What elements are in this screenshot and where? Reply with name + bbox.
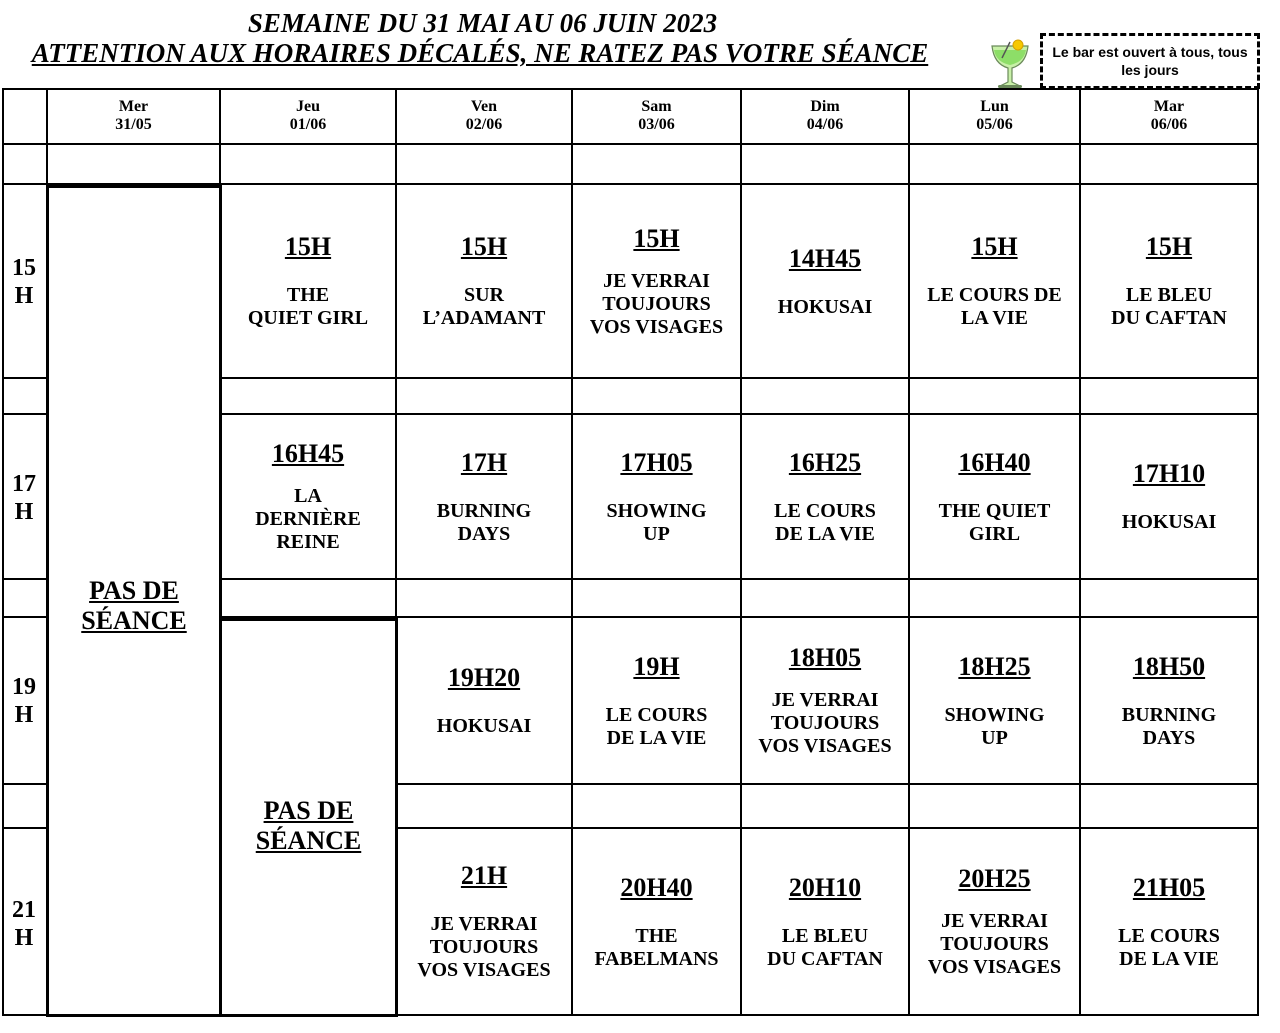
film-title: SUR L’ADAMANT [422, 284, 546, 329]
session-cell [910, 185, 1079, 377]
session-cell [573, 618, 740, 783]
session-cell [910, 415, 1079, 578]
film-title: JE VERRAI TOUJOURS VOS VISAGES [758, 689, 892, 757]
film-title: LE COURS DE LA VIE [927, 284, 1062, 329]
session-cell [397, 618, 571, 783]
session-cell [221, 185, 395, 377]
session-cell [1081, 185, 1257, 377]
film-title: JE VERRAI TOUJOURS VOS VISAGES [417, 913, 551, 981]
session-time: 15H [284, 232, 332, 261]
session-time: 21H05 [1132, 872, 1206, 902]
session-cell [742, 829, 908, 1014]
film-title: JE VERRAI TOUJOURS VOS VISAGES [927, 910, 1062, 978]
session-cell [397, 415, 571, 578]
film-title: SHOWING UP [944, 703, 1045, 749]
session-cell [1081, 618, 1257, 783]
grid-line [1257, 88, 1259, 1016]
day-header-jeu: Jeu 01/06 [289, 98, 327, 133]
film-title: JE VERRAI TOUJOURS VOS VISAGES [589, 269, 724, 338]
film-title: BURNING DAYS [1121, 703, 1217, 749]
session-time: 16H40 [958, 447, 1031, 477]
film-title: LE COURS DE LA VIE [605, 703, 708, 749]
session-cell [742, 618, 908, 783]
session-cell [1081, 415, 1257, 578]
session-time: 18H25 [958, 651, 1031, 681]
session-time: 20H25 [958, 864, 1031, 893]
session-time: 19H20 [447, 663, 521, 692]
session-time: 17H05 [620, 447, 693, 477]
session-time: 15H [1145, 232, 1193, 261]
day-header-sam: Sam 03/06 [638, 98, 675, 133]
grid-line [2, 88, 1259, 90]
session-time: 19H [633, 651, 680, 681]
film-title: THE QUIET GIRL [247, 284, 369, 329]
session-cell [221, 415, 395, 578]
film-title: SHOWING UP [606, 499, 707, 545]
session-time: 15H [971, 232, 1018, 261]
session-cell [742, 415, 908, 578]
session-time: 15H [460, 232, 508, 261]
session-cell [397, 185, 571, 377]
day-header-lun: Lun 05/06 [976, 98, 1013, 133]
session-time: 20H10 [788, 872, 862, 902]
session-time: 17H10 [1132, 459, 1206, 488]
no-screening-label: PAS DE SÉANCE [81, 576, 187, 635]
film-title: LE COURS DE LA VIE [774, 499, 876, 545]
day-header-ven: Ven 02/06 [465, 98, 503, 133]
bar-info-text: Le bar est ouvert à tous, tous les jours [1052, 44, 1248, 78]
session-time: 18H50 [1132, 651, 1206, 681]
session-cell [910, 829, 1079, 1014]
session-cell [1081, 829, 1257, 1014]
film-title: BURNING DAYS [436, 499, 532, 545]
film-title: LE BLEU DU CAFTAN [1111, 284, 1227, 329]
film-title: THE FABELMANS [594, 924, 719, 970]
no-screening-block-mer [46, 185, 222, 1017]
film-title: LE COURS DE LA VIE [1118, 924, 1220, 970]
session-cell [910, 618, 1079, 783]
session-time: 18H05 [788, 643, 862, 672]
session-time: 17H [460, 447, 508, 477]
page-title: SEMAINE DU 31 MAI AU 06 JUIN 2023 [247, 8, 718, 38]
grid-line [2, 88, 4, 1016]
day-header-mer: Mer 31/05 [115, 98, 152, 133]
session-time: 20H40 [620, 872, 693, 902]
hour-label-19h: 19 H [12, 674, 36, 728]
no-screening-label: PAS DE SÉANCE [255, 795, 362, 855]
grid-line [2, 143, 1259, 145]
film-title: LE BLEU DU CAFTAN [767, 924, 883, 970]
session-time: 16H25 [788, 447, 862, 477]
session-cell [573, 185, 740, 377]
session-cell [573, 829, 740, 1014]
session-cell [397, 829, 571, 1014]
day-header-mar: Mar 06/06 [1150, 98, 1188, 133]
session-cell [742, 185, 908, 377]
film-title: HOKUSAI [436, 715, 532, 737]
session-cell [573, 415, 740, 578]
session-time: 14H45 [788, 243, 862, 273]
hour-label-17h: 17 H [12, 471, 36, 525]
film-title: HOKUSAI [1121, 511, 1217, 533]
day-header-dim: Dim 04/06 [806, 98, 844, 133]
hour-label-21h: 21 H [12, 897, 36, 951]
no-screening-block-jeu [219, 618, 398, 1017]
film-title: LA DERNIÈRE REINE [255, 485, 361, 553]
film-title: THE QUIET GIRL [938, 499, 1051, 545]
session-time: 15H [633, 223, 680, 253]
session-time: 16H45 [271, 439, 345, 468]
hour-label-15h: 15 H [12, 255, 36, 309]
session-time: 21H [460, 861, 508, 890]
warning-subtitle: ATTENTION AUX HORAIRES DÉCALÉS, NE RATEZ PAS VOTRE SÉANCE [31, 38, 929, 68]
film-title: HOKUSAI [777, 295, 873, 318]
